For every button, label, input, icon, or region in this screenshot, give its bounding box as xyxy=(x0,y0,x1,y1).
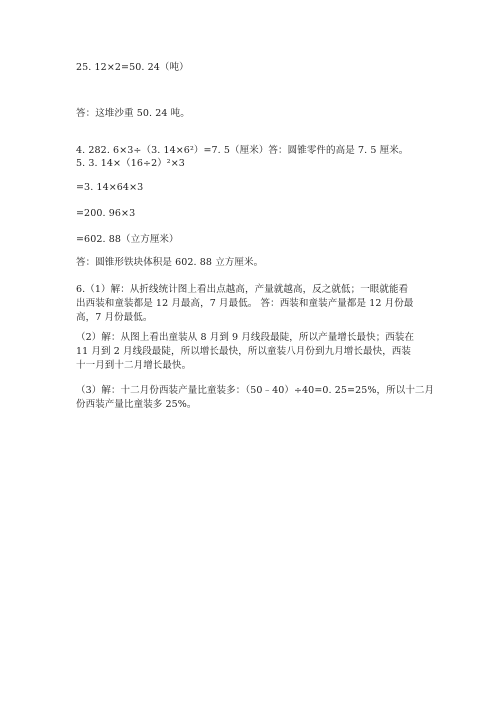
answer-sand-weight: 答：这堆沙重 50. 24 吨。 xyxy=(76,108,190,119)
problem-6-part-1-line-2: 出西装和童装都是 12 月最高，7 月最低。 答：西装和童装产量都是 12 月份最 xyxy=(76,298,414,309)
problem-6-part-2-line-2: 11 月到 2 月线段最陡，所以增长最快，所以童装八月份到九月增长最快，西装 xyxy=(76,346,411,357)
problem-6-part-2-line-1: （2）解：从图上看出童装从 8 月到 9 月线段最陡，所以产量增长最快；西装在 xyxy=(76,332,415,343)
problem-5-step-2: =3. 14×64×3 xyxy=(76,182,144,193)
problem-5-answer: 答：圆锥形铁块体积是 602. 88 立方厘米。 xyxy=(76,257,264,268)
calc-line-tons: 25. 12×2=50. 24（吨） xyxy=(76,62,189,73)
problem-5-step-4: =602. 88（立方厘米） xyxy=(76,234,179,245)
problem-6-part-3-line-1: （3）解：十二月份西装产量比童装多：（50﹣40）÷40=0. 25=25%，所以十二月 xyxy=(76,385,435,396)
problem-6-part-1-line-1: 6.（1）解：从折线统计图上看出点越高，产量就越高，反之就低；一眼就能看 xyxy=(76,284,409,295)
problem-5-step-1: 5. 3. 14×（16÷2）²×3 xyxy=(76,158,185,169)
problem-6-part-2-line-3: 十一月到十二月增长最快。 xyxy=(76,360,192,371)
problem-4-solution: 4. 282. 6×3÷（3. 14×6²）=7. 5（厘米）答：圆锥零件的高是 7. 5 厘米。 xyxy=(76,145,409,156)
problem-5-step-3: =200. 96×3 xyxy=(76,208,136,219)
problem-6-part-1-line-3: 高，7 月份最低。 xyxy=(76,312,153,323)
problem-6-part-3-line-2: 份西装产量比童装多 25%。 xyxy=(76,399,197,410)
